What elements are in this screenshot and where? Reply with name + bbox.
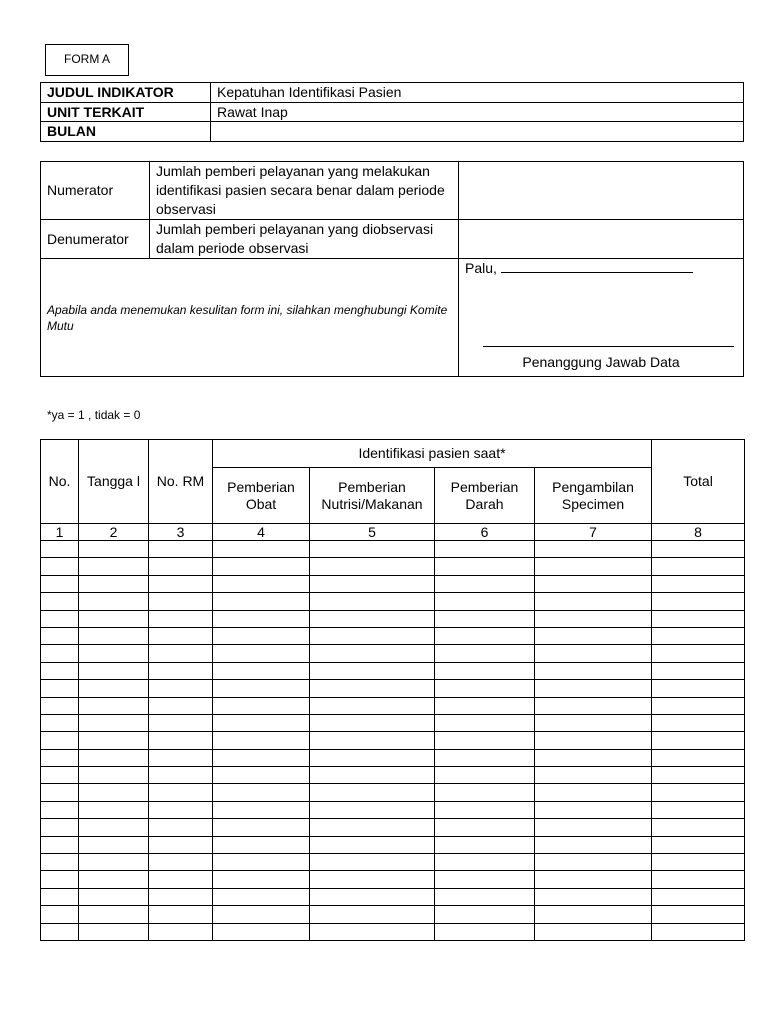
table-cell: [149, 836, 213, 853]
table-cell: [213, 801, 310, 818]
table-cell: [652, 854, 745, 871]
table-cell: [652, 541, 745, 558]
table-cell: [310, 575, 435, 592]
table-row: [41, 610, 745, 627]
table-cell: [310, 627, 435, 644]
table-cell: [652, 888, 745, 905]
table-cell: [41, 714, 79, 731]
table-cell: [41, 784, 79, 801]
table-cell: [149, 767, 213, 784]
table-row: [41, 645, 745, 662]
table-cell: [79, 732, 149, 749]
column-number: 6: [435, 524, 535, 541]
table-cell: [149, 749, 213, 766]
numerator-text: Jumlah pemberi pelayanan yang melakukan identifikasi pasien secara benar dalam periode observasi: [150, 162, 459, 220]
signature-label: Penanggung Jawab Data: [522, 354, 680, 370]
table-cell: [435, 662, 535, 679]
signature-cell: [459, 259, 744, 377]
table-cell: [149, 871, 213, 888]
table-cell: [79, 767, 149, 784]
table-cell: [213, 784, 310, 801]
header-value-bulan: [211, 122, 744, 142]
table-cell: [310, 767, 435, 784]
table-cell: [535, 801, 652, 818]
table-cell: [310, 801, 435, 818]
table-cell: [652, 714, 745, 731]
col-header-tanggal: Tangga l: [79, 440, 149, 524]
table-cell: [149, 732, 213, 749]
table-cell: [213, 593, 310, 610]
table-row: [41, 558, 745, 575]
table-cell: [535, 819, 652, 836]
column-number: 3: [149, 524, 213, 541]
table-cell: [310, 714, 435, 731]
table-cell: [435, 610, 535, 627]
table-cell: [41, 680, 79, 697]
table-cell: [213, 836, 310, 853]
table-cell: [435, 819, 535, 836]
table-cell: [535, 662, 652, 679]
table-cell: [79, 697, 149, 714]
table-cell: [652, 732, 745, 749]
numerator-row: [41, 162, 744, 220]
table-cell: [310, 784, 435, 801]
table-cell: [79, 836, 149, 853]
table-cell: [79, 888, 149, 905]
header-label-bulan: BULAN: [41, 122, 211, 142]
table-cell: [652, 819, 745, 836]
table-cell: [41, 801, 79, 818]
table-cell: [535, 575, 652, 592]
table-cell: [435, 836, 535, 853]
numerator-label: Numerator: [41, 162, 150, 220]
table-cell: [535, 906, 652, 923]
table-cell: [41, 662, 79, 679]
table-cell: [535, 767, 652, 784]
table-cell: [79, 610, 149, 627]
table-cell: [213, 714, 310, 731]
table-cell: [213, 541, 310, 558]
group-header-identifikasi: Identifikasi pasien saat*: [213, 440, 652, 468]
table-cell: [41, 697, 79, 714]
table-cell: [213, 819, 310, 836]
table-cell: [435, 923, 535, 940]
table-cell: [41, 575, 79, 592]
table-cell: [149, 541, 213, 558]
table-cell: [213, 732, 310, 749]
table-cell: [79, 714, 149, 731]
column-number: 1: [41, 524, 79, 541]
table-cell: [435, 593, 535, 610]
form-label: FORM A: [45, 44, 129, 76]
table-cell: [41, 732, 79, 749]
table-cell: [41, 906, 79, 923]
table-cell: [79, 854, 149, 871]
table-row: [41, 680, 745, 697]
place-date-line: [465, 259, 693, 278]
table-cell: [310, 749, 435, 766]
table-cell: [149, 819, 213, 836]
table-cell: [79, 662, 149, 679]
table-cell: [149, 593, 213, 610]
table-cell: [41, 836, 79, 853]
table-cell: [310, 732, 435, 749]
table-cell: [41, 541, 79, 558]
table-cell: [310, 871, 435, 888]
table-cell: [435, 906, 535, 923]
table-cell: [652, 662, 745, 679]
table-cell: [213, 610, 310, 627]
table-row: [41, 923, 745, 940]
table-row: [41, 697, 745, 714]
table-cell: [310, 680, 435, 697]
table-cell: [310, 854, 435, 871]
table-row: [41, 836, 745, 853]
table-cell: [41, 645, 79, 662]
header-label-judul: JUDUL INDIKATOR: [41, 83, 211, 103]
table-cell: [79, 680, 149, 697]
denumerator-text: Jumlah pemberi pelayanan yang diobservasi dalam periode observasi: [150, 220, 459, 259]
table-cell: [652, 558, 745, 575]
table-cell: [149, 662, 213, 679]
table-cell: [535, 627, 652, 644]
header-value-unit: Rawat Inap: [211, 102, 744, 122]
table-cell: [435, 627, 535, 644]
table-cell: [535, 593, 652, 610]
table-cell: [435, 784, 535, 801]
observation-table: [40, 161, 744, 377]
help-note: Apabila anda menemukan kesulitan form ini, silahkan menghubungi Komite Mutu: [41, 259, 459, 377]
table-cell: [652, 697, 745, 714]
table-row: [41, 714, 745, 731]
table-cell: [535, 749, 652, 766]
table-cell: [652, 767, 745, 784]
table-cell: [652, 680, 745, 697]
table-cell: [149, 645, 213, 662]
table-cell: [41, 923, 79, 940]
table-cell: [310, 610, 435, 627]
table-cell: [213, 697, 310, 714]
table-cell: [79, 627, 149, 644]
header-table: [40, 82, 744, 142]
signature-row: [41, 259, 744, 377]
table-cell: [149, 680, 213, 697]
header-row-judul: [41, 83, 744, 103]
table-row: [41, 627, 745, 644]
table-cell: [652, 627, 745, 644]
table-cell: [149, 784, 213, 801]
table-cell: [149, 627, 213, 644]
table-cell: [79, 923, 149, 940]
table-cell: [652, 801, 745, 818]
table-cell: [310, 662, 435, 679]
table-cell: [652, 593, 745, 610]
denumerator-value: [459, 220, 744, 259]
table-row: [41, 854, 745, 871]
table-cell: [41, 749, 79, 766]
table-cell: [149, 923, 213, 940]
table-cell: [149, 610, 213, 627]
table-cell: [41, 610, 79, 627]
table-cell: [149, 888, 213, 905]
table-cell: [310, 819, 435, 836]
table-cell: [41, 871, 79, 888]
date-blank-line: [501, 260, 693, 273]
table-cell: [41, 888, 79, 905]
column-number-row: [41, 524, 745, 541]
table-cell: [79, 558, 149, 575]
table-cell: [652, 575, 745, 592]
table-cell: [79, 871, 149, 888]
header-row-unit: [41, 102, 744, 122]
table-cell: [213, 645, 310, 662]
table-cell: [310, 923, 435, 940]
table-cell: [79, 801, 149, 818]
header-row-bulan: [41, 122, 744, 142]
denumerator-label: Denumerator: [41, 220, 150, 259]
table-cell: [41, 854, 79, 871]
table-cell: [435, 575, 535, 592]
col-header-nutrisi: Pemberian Nutrisi/Makanan: [310, 468, 435, 524]
table-cell: [213, 923, 310, 940]
table-cell: [310, 558, 435, 575]
col-header-rm: No. RM: [149, 440, 213, 524]
table-cell: [535, 714, 652, 731]
column-number: 2: [79, 524, 149, 541]
table-cell: [535, 784, 652, 801]
numerator-value: [459, 162, 744, 220]
table-cell: [535, 680, 652, 697]
table-row: [41, 906, 745, 923]
table-cell: [652, 906, 745, 923]
table-cell: [652, 784, 745, 801]
table-cell: [535, 854, 652, 871]
table-cell: [149, 575, 213, 592]
table-cell: [435, 697, 535, 714]
denumerator-row: [41, 220, 744, 259]
column-number: 8: [652, 524, 745, 541]
table-cell: [79, 541, 149, 558]
col-header-total: Total: [652, 440, 745, 524]
table-cell: [79, 784, 149, 801]
table-row: [41, 801, 745, 818]
table-cell: [41, 627, 79, 644]
table-row: [41, 888, 745, 905]
col-header-specimen: Pengambilan Specimen: [535, 468, 652, 524]
table-cell: [535, 697, 652, 714]
column-number: 4: [213, 524, 310, 541]
table-cell: [652, 645, 745, 662]
table-cell: [149, 854, 213, 871]
table-cell: [652, 610, 745, 627]
table-row: [41, 767, 745, 784]
table-row: [41, 593, 745, 610]
table-row: [41, 784, 745, 801]
table-cell: [435, 714, 535, 731]
table-cell: [310, 888, 435, 905]
table-cell: [652, 836, 745, 853]
table-cell: [79, 575, 149, 592]
table-cell: [435, 801, 535, 818]
table-cell: [310, 541, 435, 558]
table-cell: [213, 627, 310, 644]
table-cell: [535, 558, 652, 575]
table-cell: [149, 558, 213, 575]
table-cell: [435, 645, 535, 662]
table-cell: [310, 645, 435, 662]
grid-header-row-1: [41, 440, 745, 468]
data-grid: [40, 439, 745, 941]
header-label-unit: UNIT TERKAIT: [41, 102, 211, 122]
table-cell: [213, 680, 310, 697]
place-label: Palu,: [465, 260, 497, 276]
table-cell: [41, 558, 79, 575]
table-cell: [41, 819, 79, 836]
table-cell: [79, 819, 149, 836]
table-row: [41, 749, 745, 766]
column-number: 7: [535, 524, 652, 541]
table-cell: [535, 541, 652, 558]
table-cell: [435, 767, 535, 784]
table-row: [41, 819, 745, 836]
col-header-no: No.: [41, 440, 79, 524]
table-cell: [652, 871, 745, 888]
table-cell: [652, 749, 745, 766]
table-cell: [435, 732, 535, 749]
table-cell: [535, 732, 652, 749]
table-cell: [41, 593, 79, 610]
table-cell: [213, 767, 310, 784]
table-cell: [435, 854, 535, 871]
table-cell: [535, 610, 652, 627]
table-row: [41, 541, 745, 558]
footnote: *ya = 1 , tidak = 0: [47, 408, 141, 422]
table-cell: [149, 906, 213, 923]
table-cell: [213, 888, 310, 905]
table-cell: [535, 836, 652, 853]
signature-line: [483, 346, 734, 347]
table-cell: [149, 697, 213, 714]
table-cell: [213, 854, 310, 871]
table-row: [41, 662, 745, 679]
table-cell: [310, 593, 435, 610]
table-cell: [535, 888, 652, 905]
table-cell: [310, 697, 435, 714]
table-row: [41, 871, 745, 888]
table-cell: [79, 593, 149, 610]
table-cell: [535, 645, 652, 662]
col-header-obat: Pemberian Obat: [213, 468, 310, 524]
table-cell: [213, 662, 310, 679]
table-cell: [435, 541, 535, 558]
col-header-darah: Pemberian Darah: [435, 468, 535, 524]
table-row: [41, 575, 745, 592]
table-cell: [213, 906, 310, 923]
table-cell: [41, 767, 79, 784]
table-cell: [435, 871, 535, 888]
table-cell: [310, 836, 435, 853]
table-cell: [79, 645, 149, 662]
table-cell: [652, 923, 745, 940]
table-cell: [435, 558, 535, 575]
table-cell: [435, 888, 535, 905]
table-row: [41, 732, 745, 749]
header-value-judul: Kepatuhan Identifikasi Pasien: [211, 83, 744, 103]
table-cell: [213, 558, 310, 575]
table-cell: [435, 680, 535, 697]
table-cell: [213, 575, 310, 592]
column-number: 5: [310, 524, 435, 541]
table-cell: [535, 923, 652, 940]
table-cell: [213, 749, 310, 766]
table-cell: [310, 906, 435, 923]
table-cell: [213, 871, 310, 888]
table-cell: [79, 906, 149, 923]
table-cell: [79, 749, 149, 766]
table-cell: [149, 714, 213, 731]
table-cell: [149, 801, 213, 818]
table-cell: [435, 749, 535, 766]
table-cell: [535, 871, 652, 888]
